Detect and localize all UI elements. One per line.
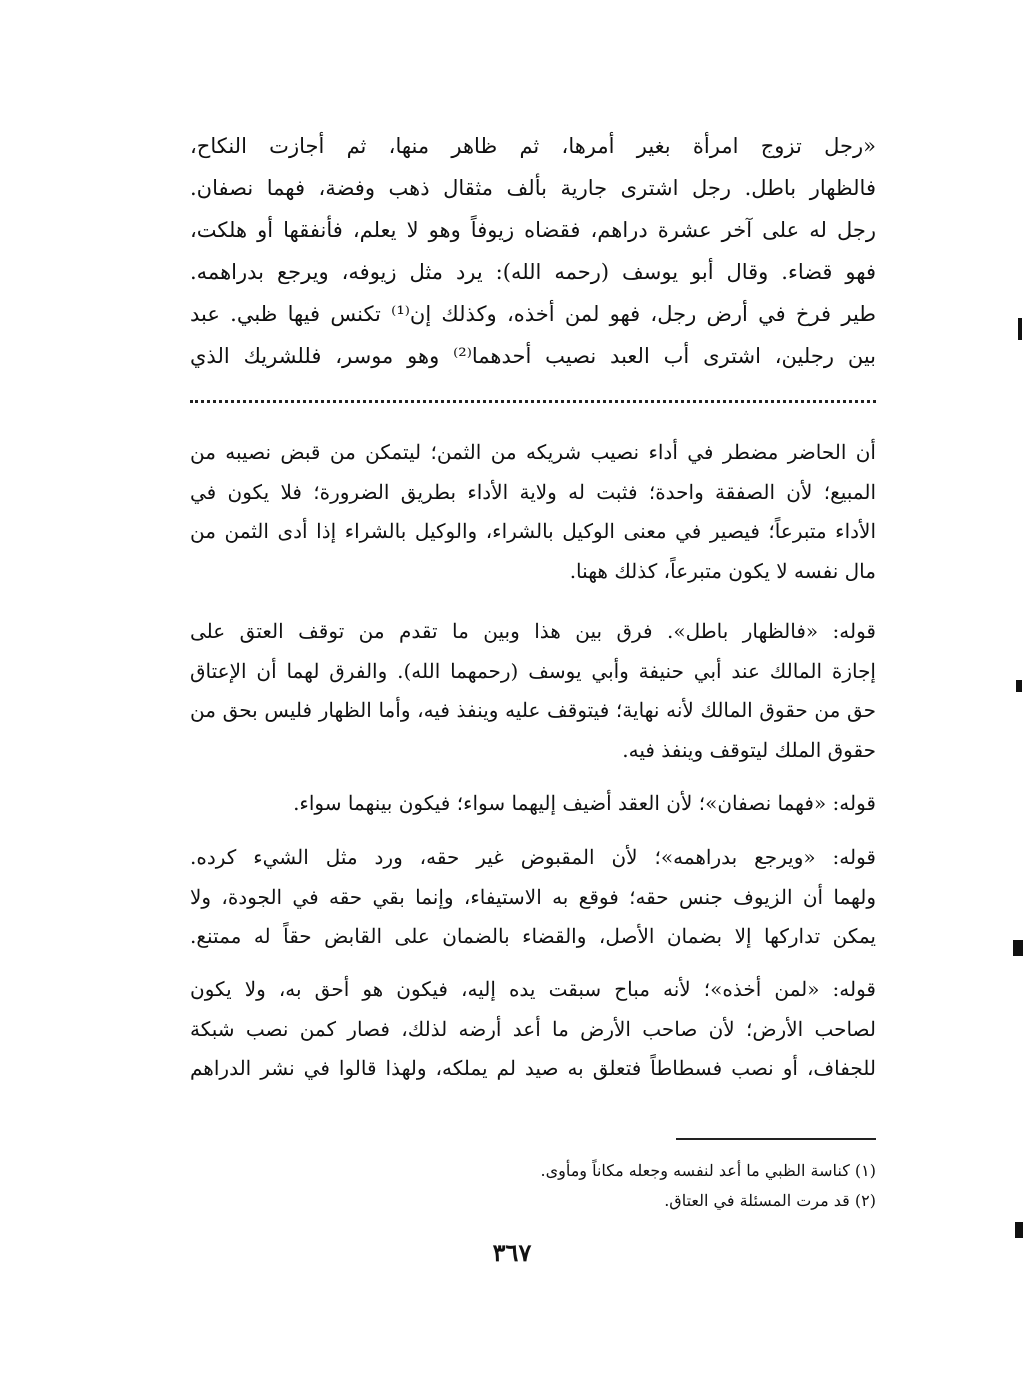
scan-speck: [1016, 680, 1022, 692]
commentary-line: إجازة المالك عند أبي حنيفة وأبي يوسف (رحمهما الله). والفرق لهما أن الإعتاق: [190, 658, 876, 683]
commentary-line: أن الحاضر مضطر في أداء نصيب شريكه من الثمن؛ ليتمكن من قبض نصيبه من: [190, 440, 876, 464]
main-text-line: طير فرخ في أرض رجل، فهو لمن أخذه، وكذلك إن⁽¹⁾ تكنس فيها ظبي. عبد: [190, 302, 876, 326]
commentary-line: للجفاف، أو نصب فسطاطاً فتعلق به صيد لم يملكه، ولهذا قالوا في نشر الدراهم: [190, 1056, 876, 1080]
dotted-separator: [190, 400, 876, 403]
main-text-line: فهو قضاء. وقال أبو يوسف (رحمه الله): يرد مثل زيوفه، ويرجع بدراهمه.: [190, 260, 876, 284]
commentary-line: لصاحب الأرض؛ لأن صاحب الأرض ما أعد أرضه لذلك، فصار كمن نصب شبكة: [190, 1016, 876, 1041]
commentary-line: مال نفسه لا يكون متبرعاً، كذلك ههنا.: [569, 558, 876, 583]
main-text-line: رجل له على آخر عشرة دراهم، فقضاه زيوفاً وهو لا يعلم، فأنفقها أو هلكت،: [190, 218, 876, 242]
main-text-line: فالظهار باطل. رجل اشترى جارية بألف مثقال ذهب وفضة، فهما نصفان.: [190, 176, 876, 200]
main-text-line: «رجل تزوج امرأة بغير أمرها، ثم ظاهر منها، ثم أجازت النكاح،: [190, 134, 876, 158]
commentary-paragraph-1: [190, 433, 876, 591]
commentary-line: قوله: «فالظهار باطل». فرق بين هذا وبين ما تقدم من توقف العتق على: [190, 619, 876, 643]
footnote-2: (٢) قد مرت المسئلة في العتاق.: [664, 1191, 876, 1210]
commentary-line: ولهما أن الزيوف جنس حقه؛ فوقع به الاستيفاء، وإنما بقي حقه في الجودة، ولا: [190, 884, 876, 909]
scan-speck: [1018, 318, 1022, 340]
commentary-paragraph-4: [190, 838, 876, 957]
page-number: ٣٦٧: [492, 1238, 532, 1267]
commentary-line: حقوق الملك ليتوقف وينفذ فيه.: [622, 737, 876, 762]
commentary-paragraph-2: [190, 612, 876, 770]
scan-speck: [1013, 940, 1023, 956]
scan-speck: [1015, 1222, 1023, 1238]
commentary-line: يمكن تداركها إلا بضمان الأصل، والقضاء بالضمان على القابض حقاً له ممتنع.: [190, 924, 876, 948]
footnotes: [190, 1156, 876, 1216]
footnote-1: (١) كناسة الظبي ما أعد لنفسه وجعله مكاناً ومأوى.: [540, 1161, 876, 1180]
commentary-paragraph-3: [190, 784, 876, 824]
footnote-rule: [676, 1138, 876, 1140]
commentary-paragraph-5: [190, 970, 876, 1089]
commentary-line: الأداء متبرعاً؛ فيصير في معنى الوكيل بالشراء، والوكيل بالشراء إذا أدى الثمن من: [190, 519, 876, 543]
main-text-line: بين رجلين، اشترى أب العبد نصيب أحدهما⁽²⁾ وهو موسر، فللشريك الذي: [190, 344, 876, 368]
commentary-line: قوله: «لمن أخذه»؛ لأنه مباح سبقت يده إليه، فيكون هو أحق به، ولا يكون: [190, 977, 876, 1001]
commentary-line: قوله: «فهما نصفان»؛ لأن العقد أضيف إليهما سواء؛ فيكون بينهما سواء.: [293, 791, 876, 815]
commentary-line: المبيع؛ لأن الصفقة واحدة؛ فثبت له ولاية الأداء بطريق الضرورة؛ فلا يكون في: [190, 479, 876, 504]
commentary-line: حق من حقوق المالك لأنه نهاية؛ فيتوقف عليه وينفذ فيه، وأما الظهار فليس بحق من: [190, 698, 876, 722]
commentary-line: قوله: «ويرجع بدراهمه»؛ لأن المقبوض غير حقه، ورد مثل الشيء كرده.: [190, 845, 876, 869]
main-text-block: [190, 125, 876, 377]
